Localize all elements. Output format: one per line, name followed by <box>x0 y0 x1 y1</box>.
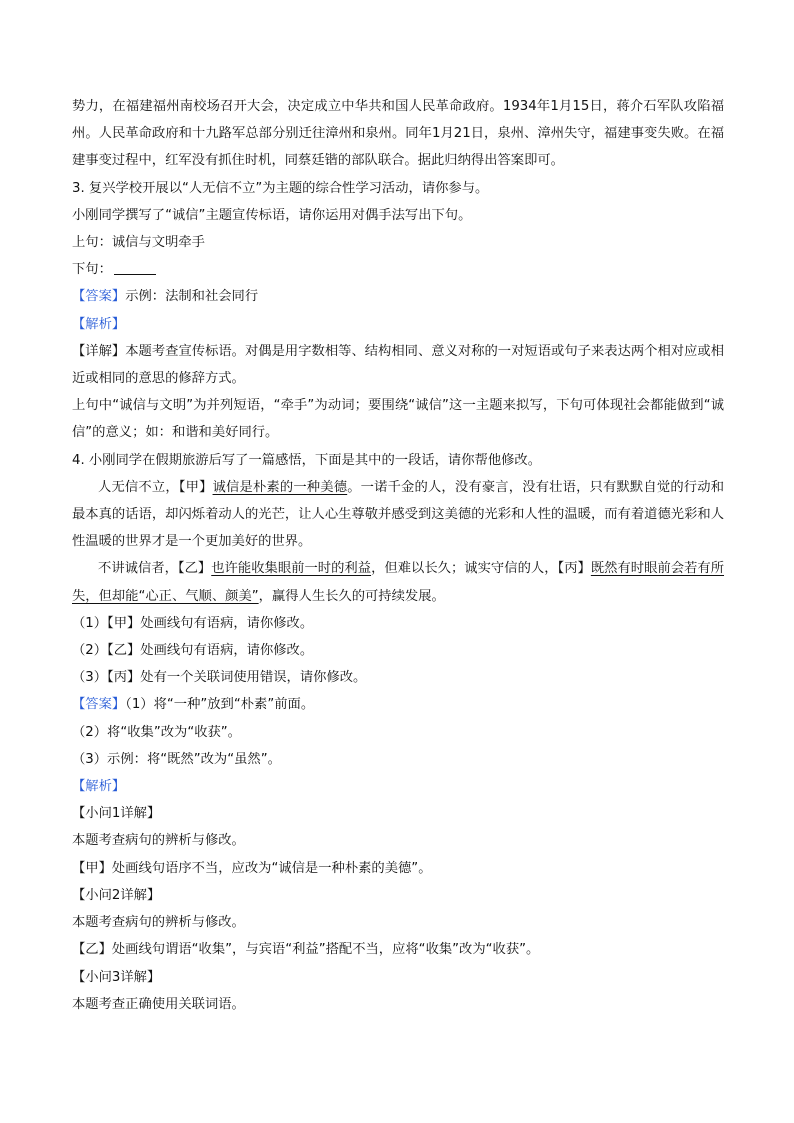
subquestion-1-line-1: 本题考查病句的辨析与修改。 <box>72 833 245 849</box>
answer-blank <box>114 260 156 275</box>
intro-paragraph: 势力，在福建福州南校场召开大会，决定成立中华共和国人民革命政府。1934年1月15日，蒋介石军队攻陷福州。人民革命政府和十九路军总部分别迁往漳州和泉州。同年1月21日，泉州、漳州失守，福建事变失败。在福建事变过程中，红军没有抓住时机，同蔡廷锴的部队联合。据此归纳得出答案即可。 <box>72 99 724 169</box>
document-body <box>72 93 724 1018</box>
underlined-sentence-yi: 也许能收集眼前一时的利益 <box>211 561 372 577</box>
passage-text: 人无信不立， <box>98 479 179 495</box>
q3-analysis-tag: 【解析】 <box>72 316 126 332</box>
answer-tag: 【答案】 <box>72 289 126 305</box>
subquestion-2-line-1: 本题考查病句的辨析与修改。 <box>72 915 245 931</box>
q4-sub-3: （3）【丙】处有一个关联词使用错误，请你修改。 <box>72 670 367 686</box>
subquestion-1-line-2: 【甲】处画线句语序不当，应改为“诚信是一种朴素的美德”。 <box>72 860 432 876</box>
answer-tag: 【答案】 <box>72 697 126 713</box>
q3-detail-2: 上句中“诚信与文明”为并列短语，“牵手”为动词；要围绕“诚信”这一主题来拟写，下句可体现社会都能做到“诚信”的意义；如：和谐和美好同行。 <box>72 398 724 441</box>
marker-yi: 【乙】 <box>177 561 212 577</box>
q3-detail-text: 本题考查宣传标语。对偶是用字数相等、结构相同、意义对称的一对短语或句子来表达两个相对应或相近或相同的意思的修辞方式。 <box>72 343 725 387</box>
q4-title: 4. 小刚同学在假期旅游后写了一篇感悟，下面是其中的一段话，请你帮他修改。 <box>72 452 542 468</box>
q4-analysis-tag: 【解析】 <box>72 779 126 795</box>
q3-title: 3. 复兴学校开展以“人无信不立”为主题的综合性学习活动，请你参与。 <box>72 180 489 196</box>
q3-lower-line <box>72 256 724 283</box>
q3-lower-label: 下句： <box>72 262 112 278</box>
q4-answer-1-text: （1）将“一种”放到“朴素”前面。 <box>125 697 315 713</box>
subquestion-3-tag: 【小问3详解】 <box>72 969 161 985</box>
q4-answer-1 <box>72 691 724 718</box>
q3-prompt: 小刚同学撰写了“诚信”主题宣传标语，请你运用对偶手法写出下句。 <box>72 207 472 223</box>
q3-answer-text: 示例：法制和社会同行 <box>125 289 259 305</box>
subquestion-3-line-1: 本题考查正确使用关联词语。 <box>72 996 245 1012</box>
passage-text: 。一诺千金的人，没有豪言，没有壮语，只有默默自觉的行动和最本真的话语，却闪烁着动人的光芒，让人心生尊敬并感受到这美德的光彩和人性的温暖，而有着道德光彩和人性温暖的世界才是一个更加美好的世界。 <box>72 479 725 550</box>
q4-answer-3: （3）示例：将“既然”改为“虽然”。 <box>72 751 281 767</box>
q4-sub-2: （2）【乙】处画线句有语病，请你修改。 <box>72 643 314 659</box>
q4-sub-1: （1）【甲】处画线句有语病，请你修改。 <box>72 615 314 631</box>
passage-text: ，但难以长久；诚实守信的人， <box>371 561 558 577</box>
q4-passage-1 <box>72 474 724 556</box>
underlined-sentence-bing: 既然有时眼前会若有所失，但却能“心正、气顺、颜美” <box>72 561 725 604</box>
passage-text: ，赢得人生长久的可持续发展。 <box>258 588 445 604</box>
subquestion-1-tag: 【小问1详解】 <box>72 806 161 822</box>
detail-tag: 【详解】 <box>72 343 126 359</box>
q3-answer <box>72 283 724 310</box>
q4-answer-2: （2）将“收集”改为“收获”。 <box>72 724 241 740</box>
q3-upper-line: 上句：诚信与文明牵手 <box>72 235 205 251</box>
q4-passage-2 <box>72 555 724 609</box>
subquestion-2-line-2: 【乙】处画线句谓语“收集”，与宾语“利益”搭配不当，应将“收集”改为“收获”。 <box>72 942 540 958</box>
underlined-sentence-jia: 诚信是朴素的一种美德 <box>212 479 348 495</box>
marker-bing: 【丙】 <box>557 561 591 577</box>
q3-detail <box>72 338 724 392</box>
subquestion-2-tag: 【小问2详解】 <box>72 887 161 903</box>
passage-text: 不讲诚信者， <box>98 561 178 577</box>
marker-jia: 【甲】 <box>178 479 213 495</box>
